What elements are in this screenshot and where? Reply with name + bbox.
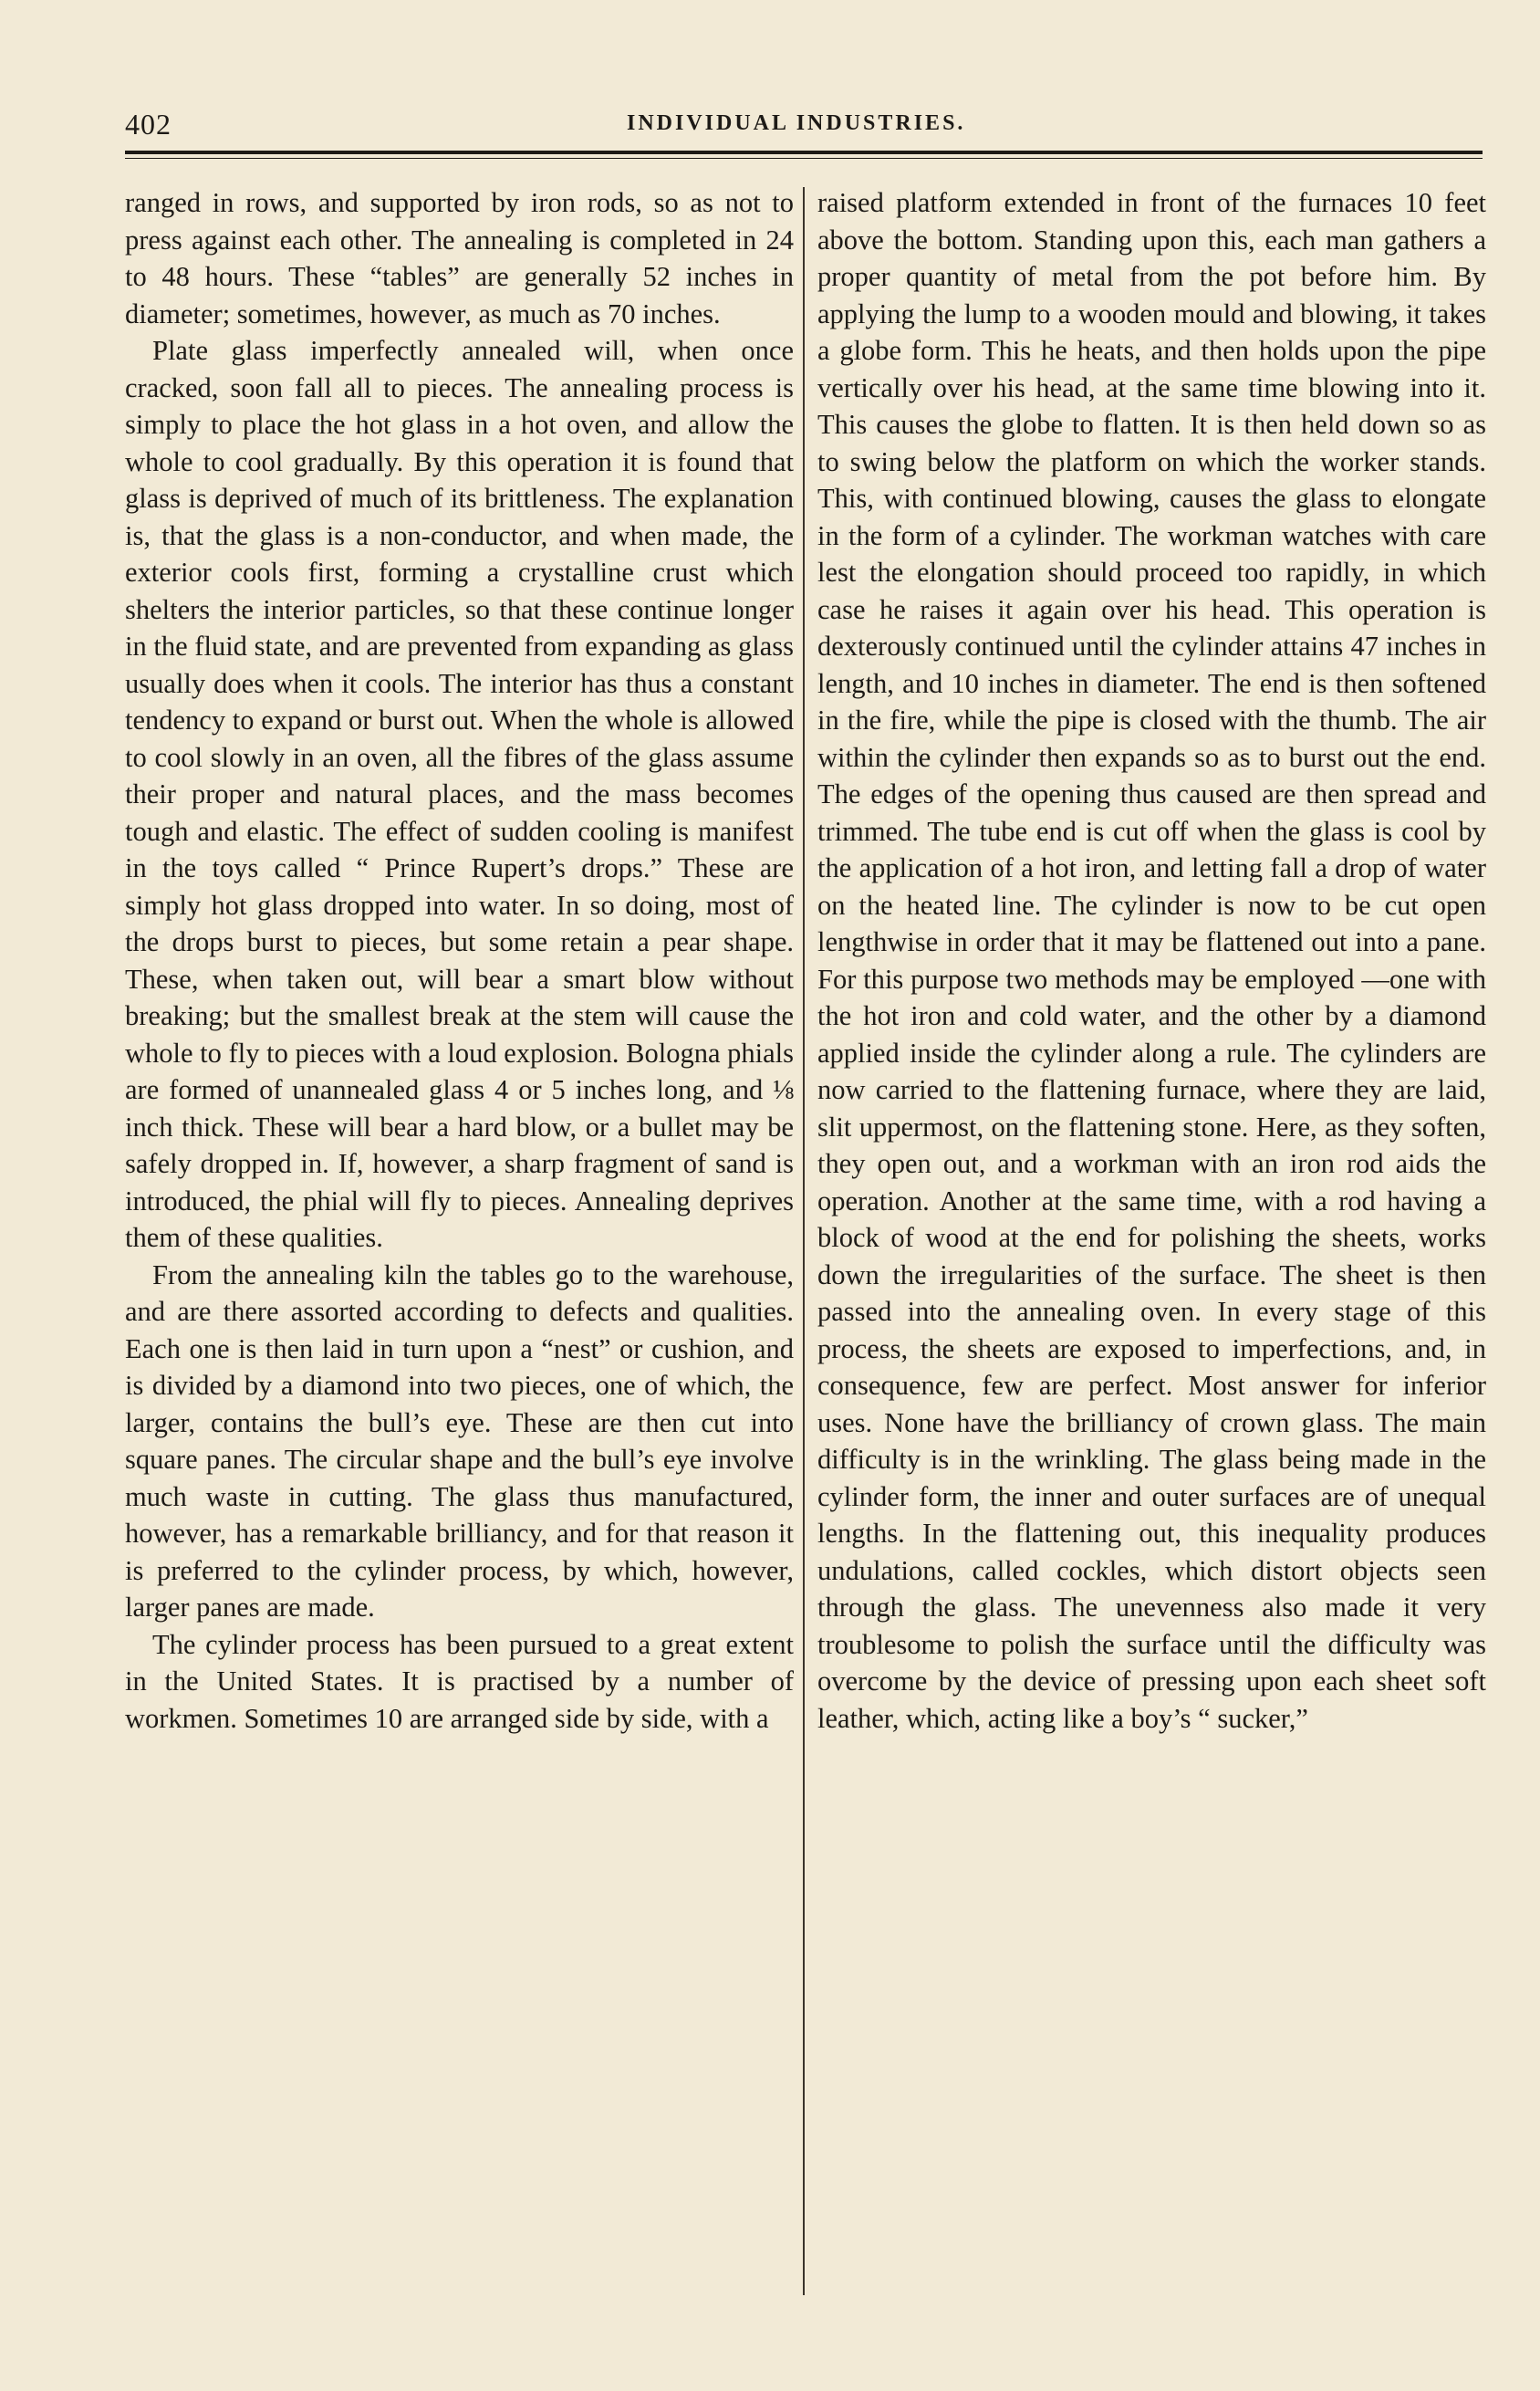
paragraph: raised platform extended in front of the furnaces 10 feet above the bottom. Standing upon this, each man gathers a proper quantity of metal from the pot before him. By applying the lump to a wooden mould and blowing, it takes a globe form. This he heats, and then holds upon the pipe vertically over his head, at the same time blowing into it. This causes the globe to flatten. It is then held down so as to swing below the platform on which the worker stands. This, with continued blowing, causes the glass to elongate in the form of a cylinder. The workman watches with care lest the elongation should proceed too rapidly, in which case he raises it again over his head. This operation is dexterously continued until the cylinder attains 47 inches in length, and 10 inches in diameter. The end is then softened in the fire, while the pipe is closed with the thumb. The air within the cylinder then expands so as to burst out the end. The edges of the opening thus caused are then spread and trimmed. The tube end is cut off when the glass is cool by the application of a hot iron, and letting fall a drop of water on the heated line. The cylinder is now to be cut open lengthwise in order that it may be flattened out into a pane. For this purpose two methods may be employed —one with the hot iron and cold water, and the other by a diamond applied inside the cylinder along a rule. The cylinders are now carried to the flattening furnace, where they are laid, slit uppermost, on the flattening stone. Here, as they soften, they open out, and a workman with an iron rod aids the operation. Another at the same time, with a rod having a block of wood at the end for polishing the sheets, works down the irregularities of the surface. The sheet is then passed into the annealing oven. In every stage of this process, the sheets are exposed to imperfections, and, in consequence, few are perfect. Most answer for inferior uses. None have the brilliancy of crown glass. The main difficulty is in the wrinkling. The glass being made in the cylinder form, the inner and outer surfaces are of unequal lengths. In the flattening out, this inequality produces undulations, called cockles, which distort objects seen through the glass. The unevenness also made it very troublesome to polish the surface until the difficulty was overcome by the device of pressing upon each sheet soft leather, which, acting like a boy’s “ sucker,” xyxy=(817,187,1486,1734)
running-head: INDIVIDUAL INDUSTRIES. xyxy=(627,111,966,135)
page-number: 402 xyxy=(125,108,172,141)
left-column xyxy=(125,184,794,2320)
paragraph: The cylinder process has been pursued to a great extent in the United States. It is practised by a number of workmen. Sometimes 10 are arranged side by side, with a xyxy=(125,1628,794,1734)
paragraph: Plate glass imperfectly annealed will, when once cracked, soon fall all to pieces. The annealing process is simply to place the hot glass in a hot oven, and allow the whole to cool gradually. By this operation it is found that glass is deprived of much of its brittleness. The explanation is, that the glass is a non-conductor, and when made, the exterior cools first, forming a crystalline crust which shelters the interior particles, so that these continue longer in the fluid state, and are prevented from expanding as glass usually does when it cools. The interior has thus a constant tendency to expand or burst out. When the whole is allowed to cool slowly in an oven, all the fibres of the glass assume their proper and natural places, and the mass becomes tough and elastic. The effect of sudden cooling is manifest in the toys called “ Prince Rupert’s drops.” These are simply hot glass dropped into water. In so doing, most of the drops burst to pieces, but some retain a pear shape. These, when taken out, will bear a smart blow without breaking; but the smallest break at the stem will cause the whole to fly to pieces with a loud explosion. Bologna phials are formed of unannealed glass 4 or 5 inches long, and ⅛ inch thick. These will bear a hard blow, or a bullet may be safely dropped in. If, however, a sharp fragment of sand is introduced, the phial will fly to pieces. Annealing deprives them of these qualities. xyxy=(125,335,794,1253)
right-column xyxy=(817,184,1486,2320)
column-divider xyxy=(803,187,805,2295)
paragraph: From the annealing kiln the tables go to the warehouse, and are there assorted according to defects and qualities. Each one is then laid in turn upon a “nest” or cushion, and is divided by a diamond into two pieces, one of which, the larger, contains the bull’s eye. These are then cut into square panes. The circular shape and the bull’s eye involve much waste in cutting. The glass thus manufactured, however, has a remarkable brilliancy, and for that reason it is preferred to the cylinder process, by which, however, larger panes are made. xyxy=(125,1258,794,1623)
paragraph: ranged in rows, and supported by iron rods, so as not to press against each other. The annealing is completed in 24 to 48 hours. These “tables” are generally 52 inches in diameter; sometimes, however, as much as 70 inches. xyxy=(125,187,794,329)
page-header xyxy=(125,108,1483,144)
header-rule-thin xyxy=(125,158,1483,159)
header-rule xyxy=(125,151,1483,154)
